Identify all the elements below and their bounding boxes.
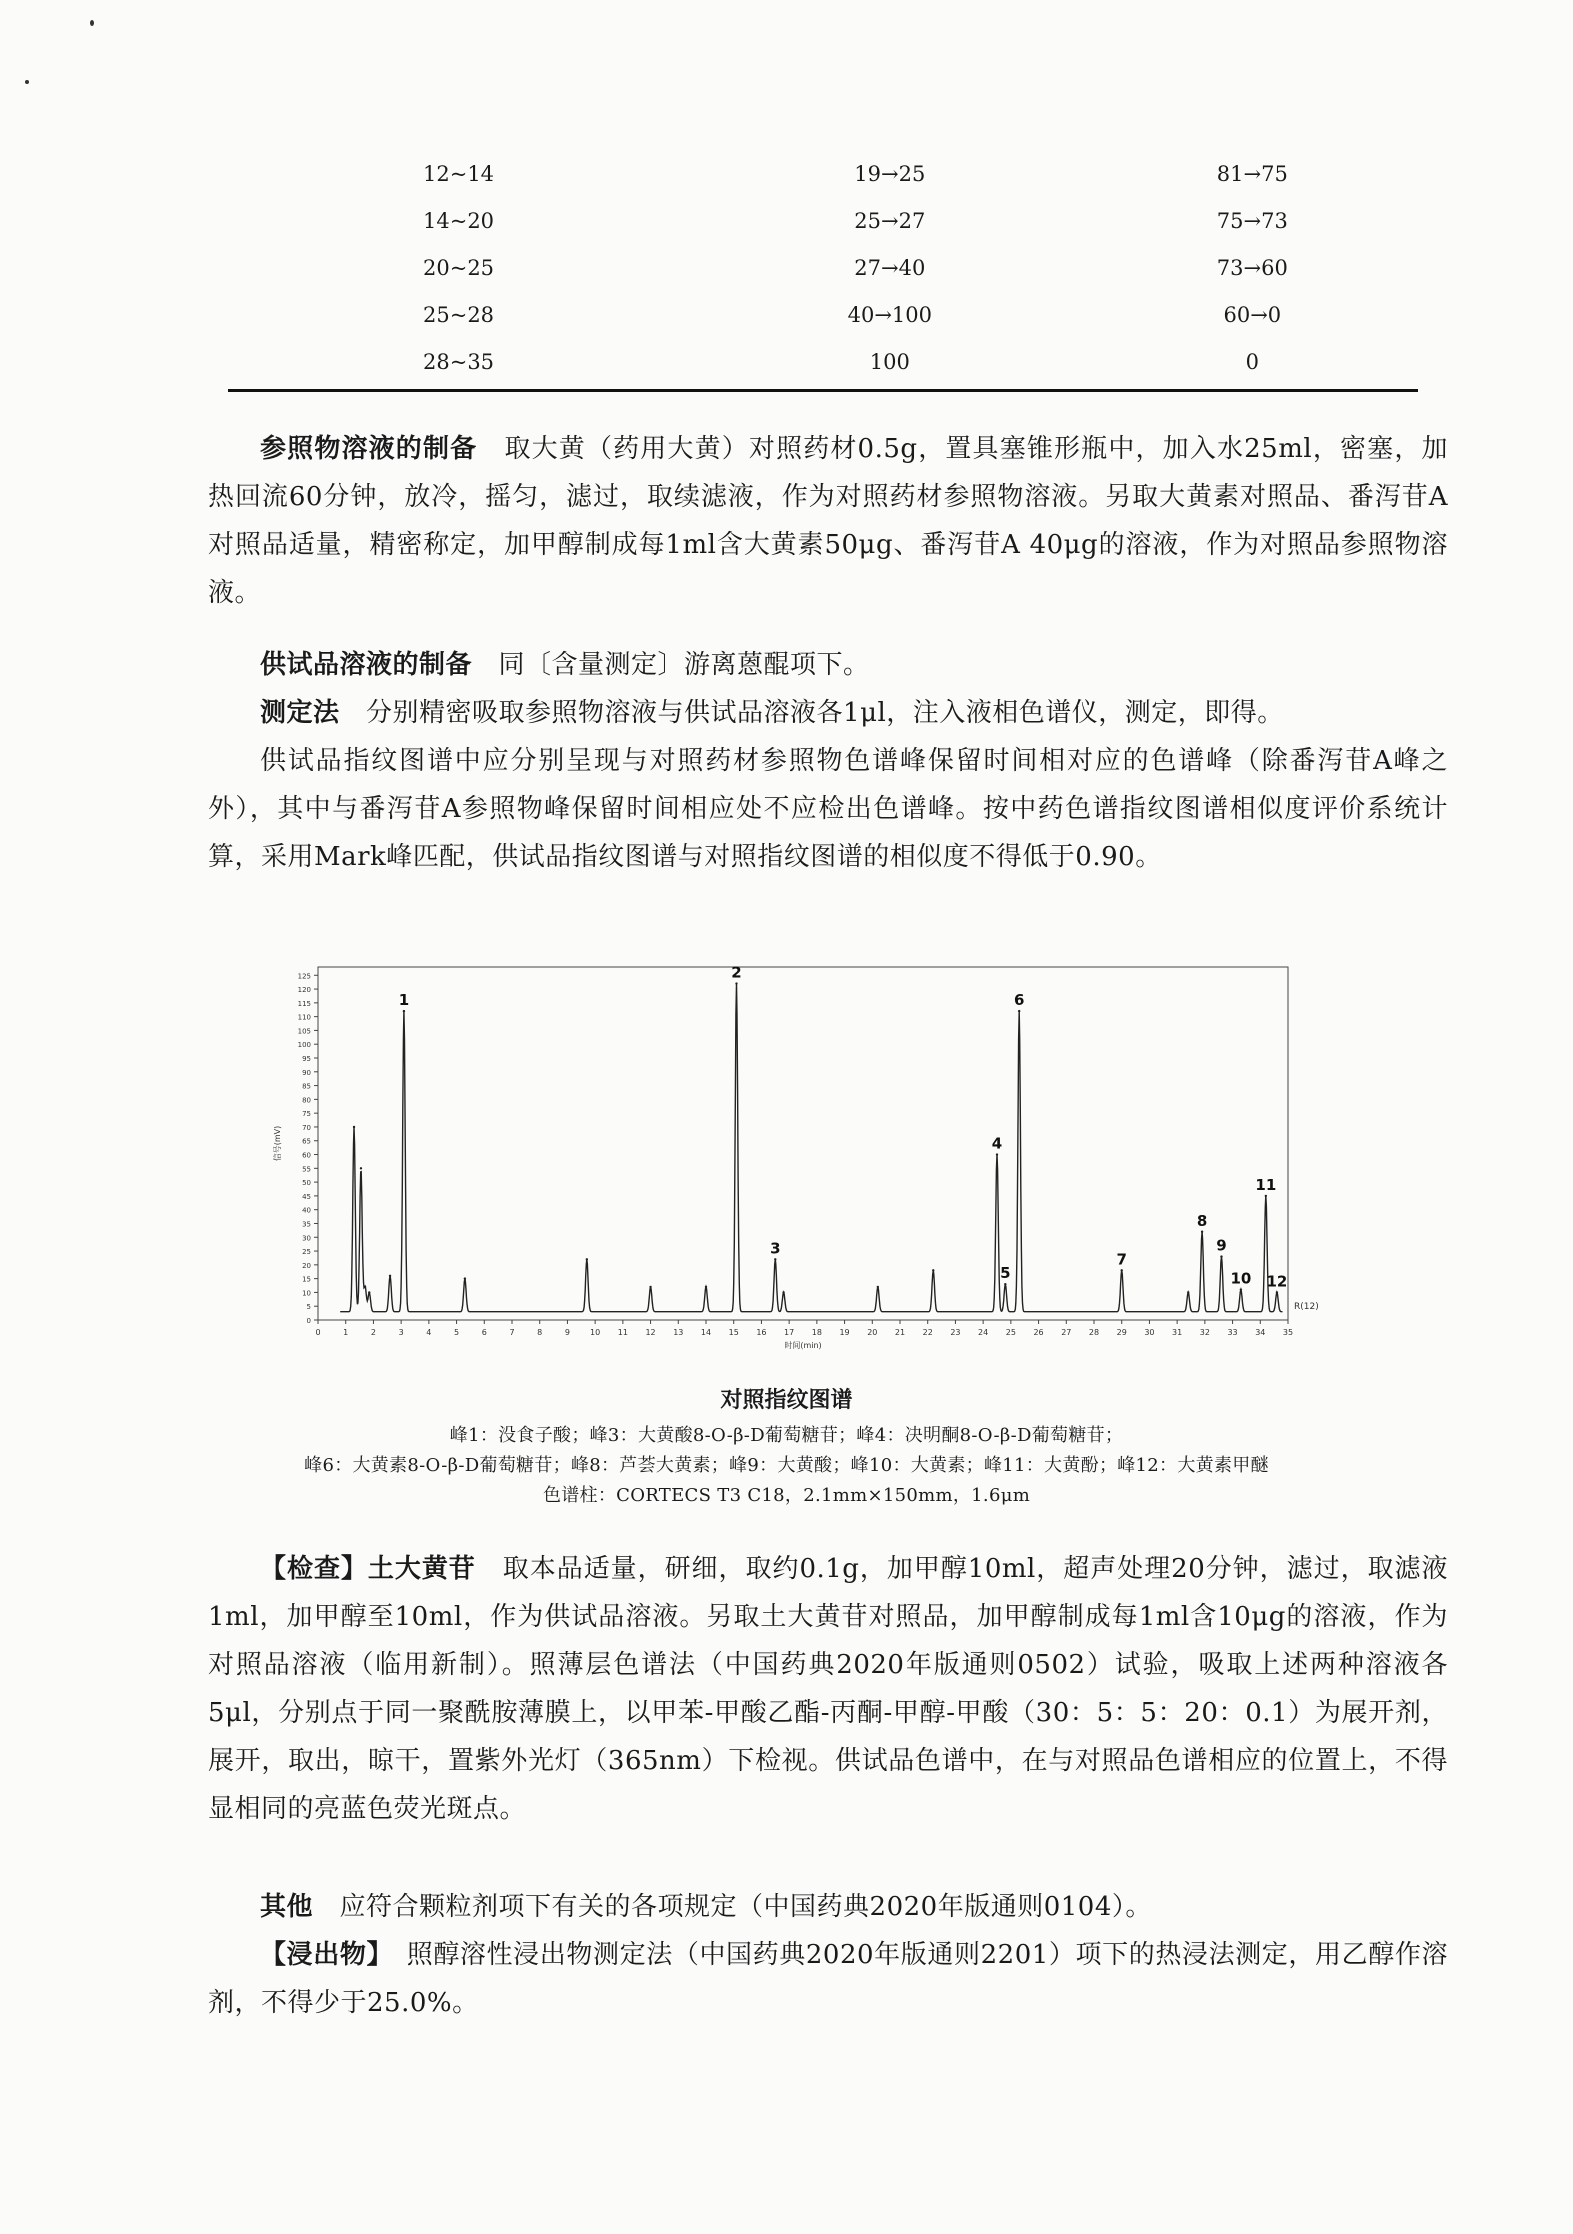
- other-title: 其他: [260, 1892, 314, 1922]
- peak-apex: [368, 1291, 370, 1293]
- peak-apex: [1004, 1283, 1006, 1285]
- table-cell: 12~14: [423, 161, 495, 186]
- peak-label: 6: [1013, 991, 1025, 1010]
- peak-apex: [877, 1286, 879, 1288]
- peak-apex: [389, 1275, 391, 1277]
- x-tick-label: 11: [617, 1328, 628, 1337]
- table-cell: 25~28: [423, 302, 495, 327]
- x-tick-label: 6: [481, 1328, 487, 1337]
- caption-line-2: 峰6：大黄素8-O-β-D葡萄糖苷；峰8：芦荟大黄素；峰9：大黄酸；峰10：大黄素；峰11：大黄酚；峰12：大黄素甲醚: [304, 1455, 1269, 1476]
- check-subtitle: 土大黄苷: [367, 1554, 476, 1584]
- x-tick-label: 32: [1199, 1328, 1210, 1337]
- method-title: 测定法: [260, 698, 340, 728]
- y-tick-label: 35: [302, 1220, 311, 1229]
- table-cell: 25→27: [854, 208, 926, 233]
- y-tick-label: 110: [297, 1013, 311, 1022]
- peak-apex: [996, 1153, 998, 1155]
- x-tick-label: 24: [978, 1328, 989, 1337]
- y-tick-label: 30: [302, 1234, 311, 1243]
- x-tick-label: 21: [894, 1328, 906, 1337]
- x-axis-label: 时间(min): [784, 1341, 822, 1350]
- peak-apex: [735, 982, 737, 984]
- x-tick-label: 15: [728, 1328, 739, 1337]
- chromatogram-trace: [340, 984, 1282, 1312]
- table-row: [228, 338, 1418, 385]
- y-tick-label: 85: [302, 1082, 311, 1091]
- table-cell: 19→25: [854, 161, 926, 186]
- peak-label: 4: [991, 1134, 1003, 1153]
- test-solution-title: 供试品溶液的制备: [260, 650, 473, 680]
- fingerprint-chromatogram: [268, 955, 1338, 1375]
- y-tick-label: 10: [302, 1289, 311, 1298]
- ref-solution-body: 取大黄（药用大黄）对照药材0.5g，置具塞锥形瓶中，加入水25ml，密塞，加热回流60分钟，放冷，摇匀，滤过，取续滤液，作为对照药材参照物溶液。另取大黄素对照品、番泻苷A对照品适量，精密称定，加甲醇制成每1ml含大黄素50μg、番泻苷A 40μg的溶液，作为对照品参照物溶液。: [208, 434, 1448, 608]
- y-tick-label: 95: [302, 1055, 311, 1064]
- method-paragraph: [208, 689, 1448, 737]
- y-tick-label: 70: [302, 1123, 311, 1132]
- peak-label: 7: [1116, 1250, 1127, 1269]
- peak-apex: [1018, 1010, 1020, 1012]
- table-cell: 27→40: [854, 255, 926, 280]
- peak-apex: [353, 1126, 355, 1128]
- y-tick-label: 120: [297, 986, 311, 995]
- peak-apex: [1121, 1269, 1123, 1271]
- table-cell: 14~20: [423, 208, 495, 233]
- caption-line-3: 色谱柱：CORTECS T3 C18，2.1mm×150mm，1.6μm: [542, 1485, 1031, 1506]
- x-tick-label: 14: [700, 1328, 712, 1337]
- x-tick-label: 4: [426, 1328, 432, 1337]
- peak-label: 8: [1196, 1211, 1208, 1230]
- other-body: 应符合颗粒剂项下有关的各项规定（中国药典2020年版通则0104）。: [339, 1892, 1152, 1922]
- chart-title: 对照指纹图谱: [720, 1388, 853, 1413]
- table-cell: 0: [1245, 349, 1259, 374]
- peak-apex: [932, 1269, 934, 1271]
- table-cell: 100: [869, 349, 910, 374]
- x-tick-label: 34: [1255, 1328, 1266, 1337]
- peak-label: 10: [1230, 1269, 1252, 1288]
- x-tick-label: 26: [1033, 1328, 1044, 1337]
- extract-paragraph: [208, 1931, 1448, 2027]
- x-tick-label: 30: [1144, 1328, 1155, 1337]
- y-tick-label: 15: [302, 1275, 311, 1284]
- peak-apex: [403, 1010, 405, 1012]
- x-tick-label: 16: [756, 1328, 767, 1337]
- x-tick-label: 9: [564, 1328, 570, 1337]
- y-tick-label: 40: [302, 1206, 311, 1215]
- x-tick-label: 3: [398, 1328, 404, 1337]
- peak-apex: [782, 1291, 784, 1293]
- test-solution-body: 同〔含量测定〕游离蒽醌项下。: [498, 650, 870, 680]
- table-cell: 81→75: [1216, 161, 1288, 186]
- x-tick-label: 13: [673, 1328, 684, 1337]
- peak-apex: [1187, 1291, 1189, 1293]
- x-tick-label: 18: [811, 1328, 822, 1337]
- plot-frame: [318, 967, 1288, 1320]
- x-tick-label: 25: [1005, 1328, 1016, 1337]
- result-paragraph: 供试品指纹图谱中应分别呈现与对照药材参照物色谱峰保留时间相对应的色谱峰（除番泻苷A峰之外），其中与番泻苷A参照物峰保留时间相应处不应检出色谱峰。按中药色谱指纹图谱相似度评价系统计算，采用Mark峰匹配，供试品指纹图谱与对照指纹图谱的相似度不得低于0.90。: [208, 746, 1448, 872]
- trace-label: R(12): [1294, 1301, 1319, 1312]
- peak-label: 9: [1216, 1236, 1227, 1255]
- table-cell: 28~35: [423, 349, 495, 374]
- x-tick-label: 10: [590, 1328, 601, 1337]
- peak-label: 1: [398, 991, 410, 1010]
- y-axis-label: 信号(mV): [273, 1125, 282, 1162]
- peak-apex: [360, 1167, 362, 1169]
- table-bottom-rule: [228, 389, 1418, 392]
- y-tick-label: 45: [302, 1192, 311, 1201]
- y-tick-label: 5: [306, 1303, 311, 1312]
- table-cell: 75→73: [1216, 208, 1288, 233]
- method-body: 分别精密吸取参照物溶液与供试品溶液各1μl，注入液相色谱仪，测定，即得。: [366, 698, 1284, 728]
- y-tick-label: 115: [297, 999, 311, 1008]
- other-paragraph: [208, 1883, 1448, 1931]
- peak-label: 11: [1255, 1175, 1277, 1194]
- peak-apex: [649, 1286, 651, 1288]
- x-tick-label: 17: [784, 1328, 795, 1337]
- table-cell: 60→0: [1223, 302, 1282, 327]
- scan-speck: [25, 80, 29, 84]
- test-solution-paragraph: [208, 641, 1448, 689]
- x-tick-label: 7: [509, 1328, 515, 1337]
- chromatogram-svg: [268, 955, 1338, 1375]
- ref-solution-title: 参照物溶液的制备: [260, 434, 478, 464]
- peak-apex: [586, 1258, 588, 1260]
- check-title: 【检查】: [260, 1554, 368, 1584]
- table-row: [228, 291, 1418, 338]
- peak-label: 5: [1000, 1264, 1011, 1283]
- peak-apex: [464, 1277, 466, 1279]
- table-row: [228, 150, 1418, 197]
- y-tick-label: 65: [302, 1137, 311, 1146]
- peak-apex: [1201, 1231, 1203, 1233]
- check-paragraph: [208, 1545, 1448, 1833]
- x-tick-label: 5: [454, 1328, 460, 1337]
- table-row: [228, 197, 1418, 244]
- table-cell: 73→60: [1216, 255, 1288, 280]
- y-tick-label: 125: [297, 972, 311, 981]
- x-tick-label: 1: [343, 1328, 349, 1337]
- gradient-table: [228, 150, 1418, 385]
- x-tick-label: 29: [1116, 1328, 1127, 1337]
- y-tick-label: 0: [306, 1317, 311, 1325]
- y-tick-label: 55: [302, 1165, 311, 1174]
- peak-apex: [1220, 1255, 1222, 1257]
- x-tick-label: 20: [867, 1328, 878, 1337]
- extract-body: 照醇溶性浸出物测定法（中国药典2020年版通则2201）项下的热浸法测定，用乙醇作溶剂，不得少于25.0%。: [208, 1940, 1448, 2018]
- x-tick-label: 31: [1172, 1328, 1183, 1337]
- y-tick-label: 90: [302, 1068, 311, 1077]
- table-row: [228, 244, 1418, 291]
- y-tick-label: 100: [297, 1041, 311, 1050]
- x-tick-label: 2: [370, 1328, 376, 1337]
- caption-line-1: 峰1：没食子酸；峰3：大黄酸8-O-β-D葡萄糖苷；峰4：决明酮8-O-β-D葡萄糖苷；: [449, 1425, 1124, 1446]
- peak-apex: [1276, 1291, 1278, 1293]
- y-tick-label: 60: [302, 1151, 311, 1160]
- peak-apex: [1240, 1288, 1242, 1290]
- peak-apex: [1265, 1195, 1267, 1197]
- extract-title: 【浸出物】: [260, 1940, 381, 1970]
- x-tick-label: 33: [1227, 1328, 1238, 1337]
- x-tick-label: 19: [839, 1328, 850, 1337]
- y-tick-label: 75: [302, 1110, 311, 1119]
- y-tick-label: 25: [302, 1248, 311, 1257]
- peak-apex: [364, 1286, 366, 1288]
- table-cell: 40→100: [847, 302, 933, 327]
- y-tick-label: 50: [302, 1179, 311, 1188]
- peak-label: 3: [770, 1239, 781, 1258]
- x-tick-label: 35: [1282, 1328, 1294, 1337]
- y-tick-label: 105: [297, 1027, 311, 1036]
- x-tick-label: 22: [922, 1328, 933, 1337]
- table-cell: 20~25: [423, 255, 495, 280]
- peak-apex: [705, 1286, 707, 1288]
- y-tick-label: 20: [302, 1261, 311, 1270]
- peak-label: 12: [1266, 1272, 1288, 1291]
- x-tick-label: 0: [315, 1328, 321, 1337]
- x-tick-label: 27: [1061, 1328, 1072, 1337]
- x-tick-label: 23: [950, 1328, 961, 1337]
- y-tick-label: 80: [302, 1096, 311, 1105]
- check-body: 取本品适量，研细，取约0.1g，加甲醇10ml，超声处理20分钟，滤过，取滤液1ml，加甲醇至10ml，作为供试品溶液。另取土大黄苷对照品，加甲醇制成每1ml含10μg的溶液，作为对照品溶液（临用新制）。照薄层色谱法（中国药典2020年版通则0502）试验，吸取上述两种溶液各5μl，分别点于同一聚酰胺薄膜上，以甲苯-甲酸乙酯-丙酮-甲醇-甲酸（30：5：5：20：0.1）为展开剂，展开，取出，晾干，置紫外光灯（365nm）下检视。供试品色谱中，在与对照品色谱相应的位置上，不得显相同的亮蓝色荧光斑点。: [208, 1554, 1448, 1824]
- peak-label: 2: [731, 963, 742, 982]
- ref-solution-paragraph: [208, 425, 1448, 617]
- x-tick-label: 12: [645, 1328, 656, 1337]
- x-tick-label: 28: [1088, 1328, 1100, 1337]
- x-tick-label: 8: [537, 1328, 543, 1337]
- peak-apex: [774, 1258, 776, 1260]
- scan-speck: [90, 20, 94, 26]
